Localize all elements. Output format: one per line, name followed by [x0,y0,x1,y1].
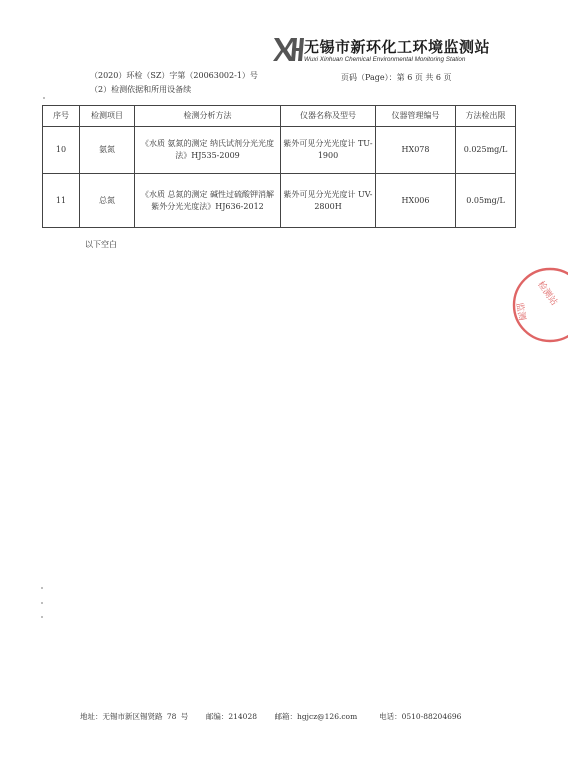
org-name-cn: 无锡市新环化工环境监测站 [304,38,491,56]
row-limit: 0.025mg/L [456,127,516,174]
table-row [43,174,516,228]
row-no: 11 [43,174,80,228]
header-no: 序号 [43,106,80,127]
report-number: （2020）环检（SZ）字第（20063002-1）号 [90,71,258,80]
detection-table [42,105,516,228]
footer-address: 地址：无锡市新区锡贤路 78 号 [80,712,189,721]
footer-email: 邮箱：hgjcz@126.com [274,712,358,721]
header-instrument: 仪器名称及型号 [281,106,376,127]
row-item: 氨氮 [80,127,135,174]
row-instrument: 紫外可见分光光度计 UV-2800H [281,174,376,228]
row-limit: 0.05mg/L [456,174,516,228]
table-header-row [43,106,516,127]
row-method: 《水质 氨氮的测定 纳氏试剂分光光度法》HJ535-2009 [135,127,281,174]
header-method: 检测分析方法 [135,106,281,127]
scan-dot [41,587,43,589]
scan-dot [41,602,43,604]
scan-dot [41,616,43,618]
footer-postcode: 邮编：214028 [205,712,257,721]
blank-below-note: 以下空白 [85,240,117,249]
row-asset-id: HX078 [376,127,456,174]
page-info: 页码（Page）：第 6 页 共 6 页 [341,73,452,82]
footer-phone: 电话：0510-88204696 [379,712,462,721]
svg-text:检测站: 检测站 [535,279,559,308]
row-item: 总氮 [80,174,135,228]
official-seal-stamp [508,265,568,345]
row-asset-id: HX006 [376,174,456,228]
svg-text:监测: 监测 [513,301,527,322]
row-no: 10 [43,127,80,174]
row-instrument: 紫外可见分光光度计 TU-1900 [281,127,376,174]
row-method: 《水质 总氮的测定 碱性过硫酸钾消解紫外分光光度法》HJ636-2012 [135,174,281,228]
header-limit: 方法检出限 [456,106,516,127]
page-footer [80,711,461,722]
scan-dot [43,97,45,99]
section-title: （2）检测依据和所用设备续 [90,85,192,94]
table-row [43,127,516,174]
header-asset-id: 仪器管理编号 [376,106,456,127]
xh-logo-icon [272,36,306,62]
org-logo [272,36,306,62]
header-item: 检测项目 [80,106,135,127]
org-name-en: Wuxi Xinhuan Chemical Environmental Monitoring Station [304,56,466,63]
